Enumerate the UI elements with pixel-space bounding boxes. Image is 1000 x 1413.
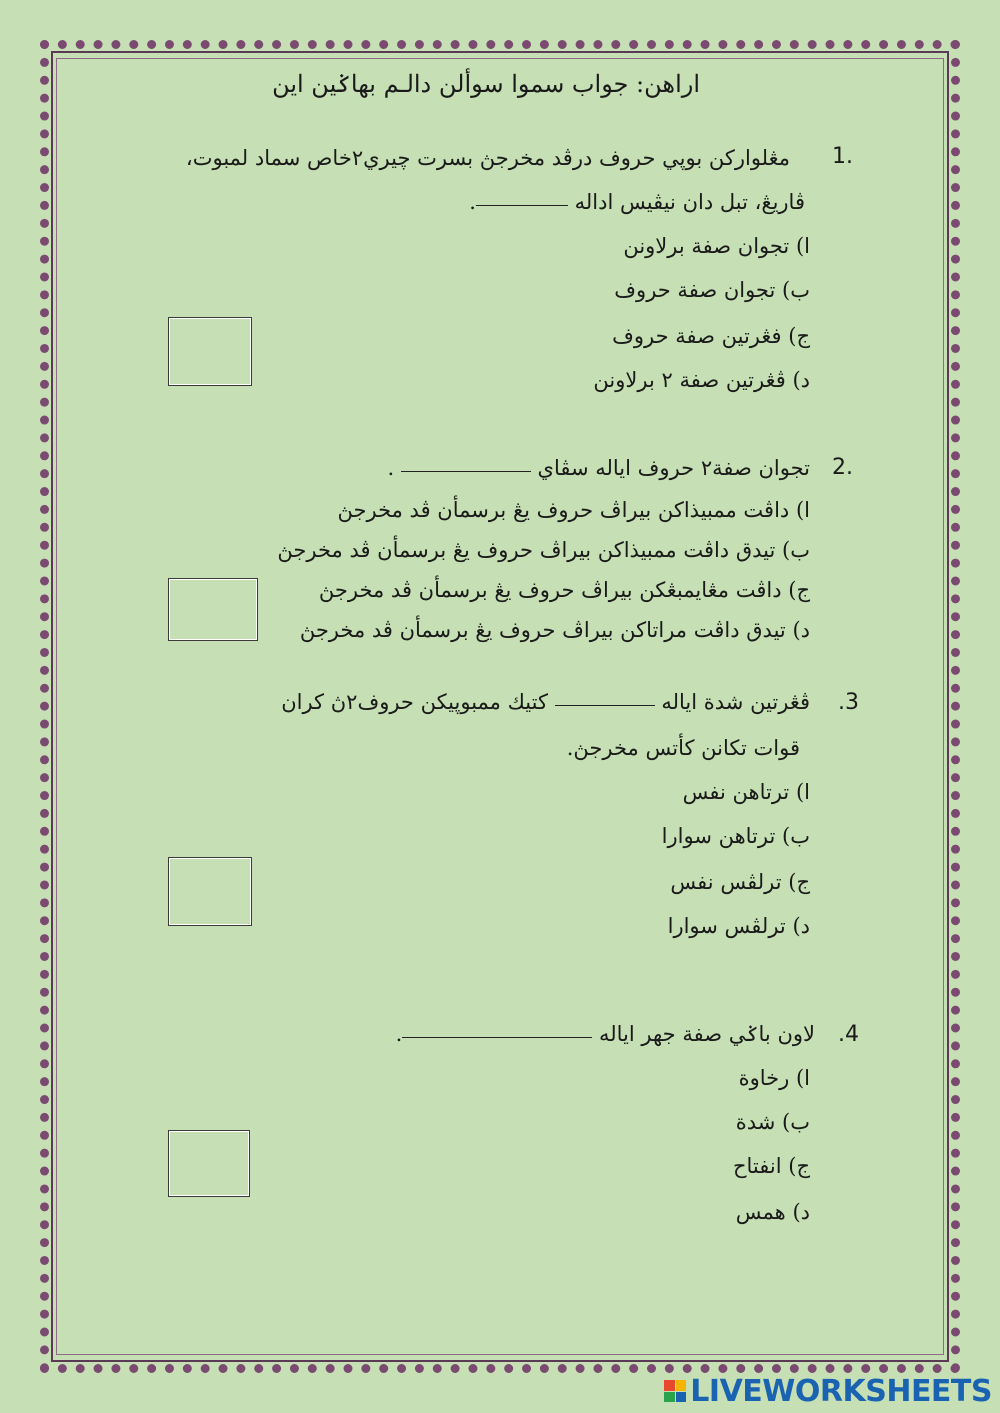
question-3-number: .3 — [838, 690, 859, 715]
question-1-option-b: ب) تجوان صفة حروف — [614, 278, 810, 302]
question-4-blank — [402, 1033, 592, 1038]
question-2-option-b: ب) تيدق داڤت ممبيذاكن بيراڤ حروف يڠ برسمأن ڤد مخرجڽ — [277, 538, 810, 562]
question-2-number: 2. — [832, 455, 853, 480]
question-2-option-c: ج) داڤت مڠايمبڠكن بيراڤ حروف يڠ برسمأن ڤد مخرجڽ — [318, 578, 810, 602]
question-3-blank — [555, 701, 655, 706]
question-1-number: 1. — [832, 144, 853, 169]
liveworksheets-logo-icon — [664, 1380, 686, 1402]
question-1-stem-line2: ڤاريڠ، تبل دان نيڤيس اداله . — [469, 190, 805, 214]
question-2-answer-box[interactable] — [168, 578, 258, 641]
question-1-blank — [476, 201, 568, 206]
question-4-number: .4 — [838, 1022, 859, 1047]
question-1-option-d: د) ڤڠرتين صفة ٢ برلاونن — [593, 368, 810, 392]
question-3-option-b: ب) ترتاهن سوارا — [661, 824, 810, 848]
instruction-heading: اراهن: جواب سموا سوألن دالـم بهاݢين اين — [272, 70, 700, 98]
question-4-option-b: ب) شدة — [735, 1110, 810, 1134]
liveworksheets-brand: LIVEWORKSHEETS — [690, 1373, 992, 1409]
question-2-option-a: ا) داڤت ممبيذاكن بيراڤ حروف يڠ برسمأن ڤد مخرجڽ — [337, 498, 810, 522]
question-4-option-d: د) همس — [735, 1200, 810, 1224]
question-2-option-d: د) تيدق داڤت مراتاكن بيراڤ حروف يڠ برسمأن ڤد مخرجڽ — [299, 618, 810, 642]
question-4-stem: لاون باݢي صفة جهر اياله . — [395, 1022, 815, 1046]
question-3-stem-line1: ڤڠرتين شدة اياله كتيك ممبوڽيكن حروف٢ڽ كران — [281, 690, 810, 714]
question-3-option-a: ا) ترتاهن نفس — [682, 780, 810, 804]
question-3-option-d: د) ترلڤس سوارا — [667, 914, 810, 938]
question-2-blank — [401, 467, 531, 472]
liveworksheets-footer — [664, 1375, 992, 1407]
question-2-stem: تجوان صفة٢ حروف اياله سڤاي . — [387, 456, 810, 480]
question-3-stem-line2: قوات تكانن كأتس مخرجڽ. — [566, 736, 800, 760]
question-4-answer-box[interactable] — [168, 1130, 250, 1197]
question-3-option-c: ج) ترلڤس نفس — [670, 870, 810, 894]
question-1-stem-line1: مڠلواركن بوڽي حروف درڤد مخرجڽ بسرت چيري٢خاص سماد لمبوت، — [185, 146, 790, 170]
question-1-option-a: ا) تجوان صفة برلاونن — [623, 234, 810, 258]
question-4-option-a: ا) رخاوة — [738, 1066, 810, 1090]
question-1-answer-box[interactable] — [168, 317, 252, 386]
question-3-answer-box[interactable] — [168, 857, 252, 926]
question-4-option-c: ج) انفتاح — [732, 1154, 810, 1178]
question-1-option-c: ج) فڠرتين صفة حروف — [612, 324, 810, 348]
